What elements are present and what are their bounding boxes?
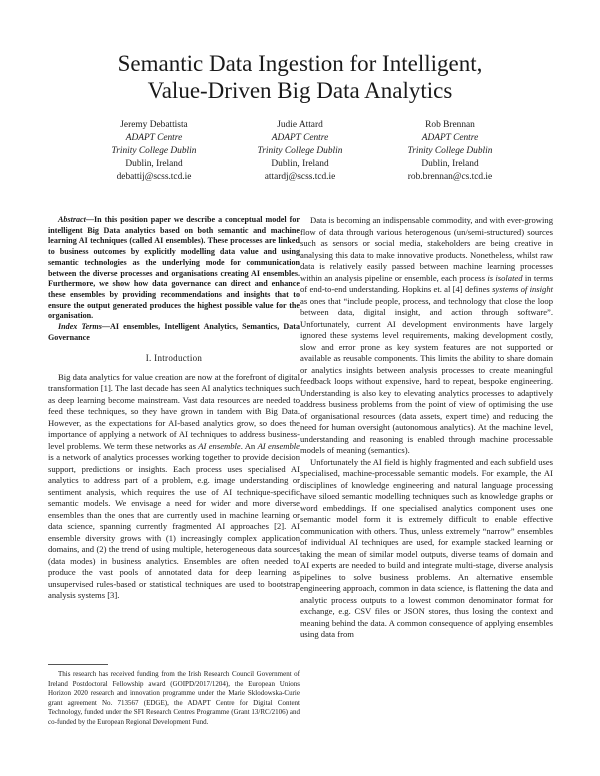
- author-email[interactable]: attardj@scss.tcd.ie: [264, 172, 336, 182]
- author-city: Dublin, Ireland: [271, 159, 329, 169]
- right-paragraph-1: [300, 215, 553, 457]
- right-emphasis-2: systems of insight: [492, 284, 554, 294]
- author-org: ADAPT Centre: [271, 133, 329, 143]
- index-terms-text: —AI ensembles, Intelligent Analytics, Semantics, Data Governance: [48, 322, 300, 342]
- author-city: Dublin, Ireland: [421, 159, 479, 169]
- funding-footnote: [48, 670, 300, 728]
- author-block-1: [69, 119, 239, 184]
- index-terms-label: Index Terms: [58, 322, 102, 332]
- author-institution: Trinity College Dublin: [257, 146, 343, 156]
- author-institution: Trinity College Dublin: [111, 146, 197, 156]
- intro-emphasis: AI ensemble: [198, 440, 241, 451]
- author-name: Jeremy Debattista: [120, 120, 188, 130]
- author-block-3: [365, 119, 535, 184]
- author-institution: Trinity College Dublin: [407, 146, 493, 156]
- intro-text-a: Big data analytics for value creation are now at the forefront of digital transformation [1]. The last decade has seen AI analytics techniques such as deep learning become mainstream. Vast data resources are needed to feed these techniques, so they have grown in tandem with Big Data. However, as the expectations for AI-based analytics grow, so does the importance of applying a network of AI techniques to address business-level problems. We term these networks as: [48, 371, 300, 451]
- right-emphasis: is isolated: [487, 272, 523, 283]
- author-org: ADAPT Centre: [421, 133, 479, 143]
- author-city: Dublin, Ireland: [125, 159, 183, 169]
- right-text-c: as ones that “include people, process, and technology that close the loop between data, digital insight, and action through software”. Unfortunately, current AI development environments have largely ignored these systems level requirements, making development costly, slow and error prone as key system features are not supported or available as reusable components. This limits the ability to share domain or analytics insights between analysis processes to create meaningful feedback loops without expensive, hard to repeat, bespoke engineering. Understanding is also key to elevating analytics processes to adaptively address business problems from the point of view of optimising the use of organisational resources (data assets, expert time) and reducing the need for human oversight (autonomous analytics). At the machine level, understanding and reasoning is enabled through machine processable models of meaning (semantics).: [300, 295, 553, 455]
- author-name: Judie Attard: [277, 120, 323, 130]
- title-line-1: Semantic Data Ingestion for Intelligent,: [117, 51, 483, 76]
- abstract: [48, 215, 300, 322]
- abstract-text: —In this position paper we describe a conceptual model for intelligent Big Data analytics based on both semantic and machine learning AI techniques (called AI ensembles). These processes are linked to business outcomes by explicitly modelling data value and using semantic technologies as the underlying mode for communication between the diverse processes and organisations creating AI ensembles. Furthermore, we show how data governance can direct and enhance these ensembles by providing recommendations and insights that to ensure the output generated produces the highest possible value for the organisation.: [48, 215, 300, 321]
- intro-text-b: . An: [240, 440, 258, 451]
- author-name: Rob Brennan: [425, 120, 475, 130]
- author-email[interactable]: rob.brennan@cs.tcd.ie: [407, 172, 493, 182]
- footnote-rule: [48, 664, 108, 665]
- index-terms: [48, 322, 300, 343]
- intro-paragraph: [48, 372, 300, 602]
- title-line-2: Value-Driven Big Data Analytics: [147, 78, 453, 103]
- section-heading: I. Introduction: [145, 353, 203, 364]
- right-text-a: Data is becoming an indispensable commodity, and with ever-growing flow of data through various heterogenous (un/semi-structured) sources such as sensors or social media, stakeholders are being creative in analysing this data to make innovative products. Nonetheless, whilst raw data is relatively easily passed between machine learning processes within an analysis pipeline or ensemble, each process: [300, 215, 553, 283]
- author-email[interactable]: debattij@scss.tcd.ie: [116, 172, 192, 182]
- right-column: [300, 215, 553, 641]
- paper-title: [0, 50, 600, 104]
- intro-text-c: is a network of analytics processes working together to provide decision support, predictions or insights. Each process uses specialised AI analytics to address part of a problem, e.g. image understanding or sentiment analysis, which requires the use of AI technique-specific semantic models. We envisage a need for wider and more diverse ensembles than the ones that are currently used in machine learning or data science, spanning currently fragmented AI approaches [2]. AI ensemble diversity grows with (1) increasingly complex application domains, and (2) the trend of using multiple, heterogeneous data sources (data modes) in business analytics. Ensembles are often needed to produce the vast pools of annotated data for deep learning as unsupervised rules-based or statistical techniques are used to bootstrap analysis systems [3].: [48, 452, 300, 601]
- abstract-label: Abstract: [58, 215, 86, 224]
- right-text-b: in terms of end-to-end understanding. Hopkins et. al [4] defines: [300, 272, 554, 294]
- right-paragraph-2: Unfortunately the AI field is highly fragmented and each subfield uses specialised, machine-processable semantic models. For example, the AI disciplines of knowledge engineering and natural language processing have siloed semantic modelling techniques such as knowledge graphs or word embeddings. If one specialised analytics component uses one semantic model form it is extremely difficult to enable effective communication with others. Thus, unless extremely “narrow” ensembles of individual AI techniques are used, for example stacked learning or taking the mean of similar model outputs, diverse teams of domain and AI experts are needed to build and integrate multi-stage, diverse analysis pipelines to solve business problems. An alternative ensemble engineering approach, common in data science, is flattening the data and analytic process outputs to a lowest common denominator format for exchange, e.g. CSV files or JSON stores, thus losing the context and meaning behind the data. A common consequence of applying ensembles using data from: [300, 456, 553, 639]
- author-org: ADAPT Centre: [125, 133, 183, 143]
- author-block-2: [215, 119, 385, 184]
- left-column: [48, 215, 300, 602]
- intro-emphasis-2: AI ensemble: [257, 440, 300, 451]
- footnote-text: This research has received funding from the Irish Research Council Government of Ireland Postdoctoral Fellowship award (GOIPD/2017/1204), the European Unions Horizon 2020 research and innovation programme under the Marie Sklodowska-Curie grant agreement No. 713567 (EDGE), the ADAPT Centre for Digital Content Technology, funded under the SFI Research Centres Programme (Grant 13/RC/2106) and co-funded by the European Regional Development Fund.: [48, 670, 300, 726]
